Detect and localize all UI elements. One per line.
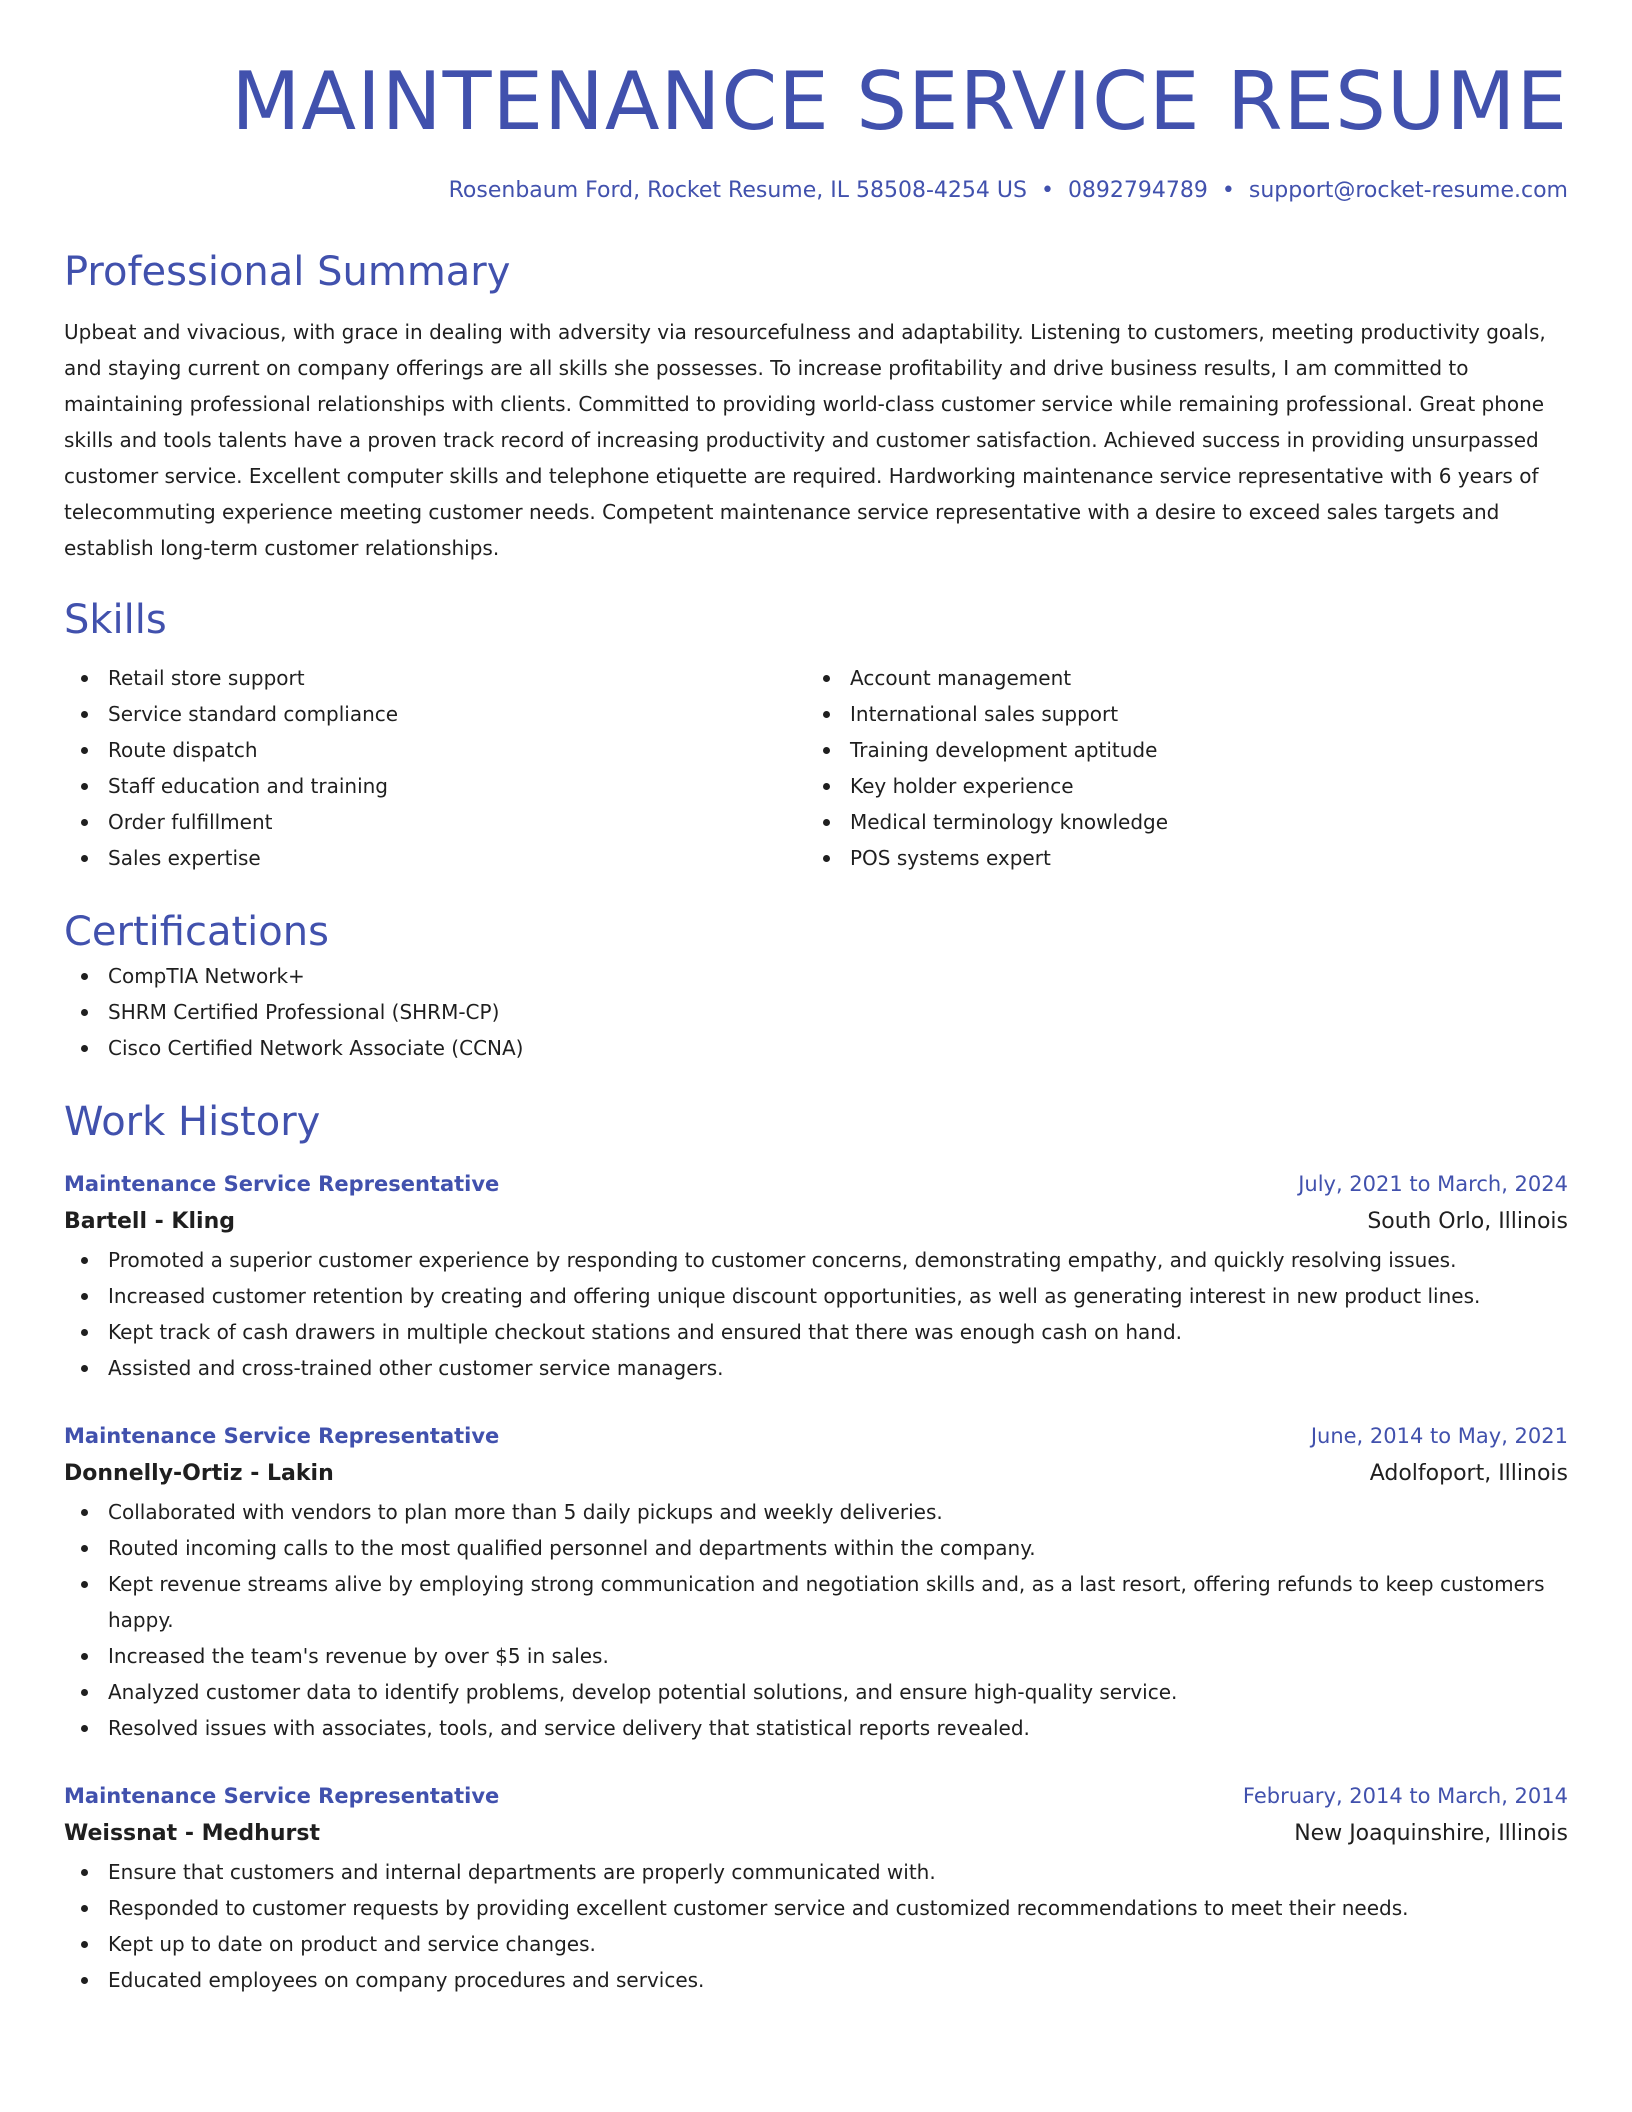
contact-separator: • [1221,178,1235,203]
job-entry [64,1418,1568,1746]
job-location: Adolfoport, Illinois [1369,1461,1568,1486]
skill-item: Service standard compliance [64,696,806,732]
skill-item: International sales support [806,696,1548,732]
skill-item: Key holder experience [806,768,1548,804]
job-dates: February, 2014 to March, 2014 [1242,1784,1568,1808]
skill-item: POS systems expert [806,840,1548,876]
certification-item: CompTIA Network+ [64,958,1568,994]
job-bullets [64,1494,1568,1746]
summary-text: Upbeat and vivacious, with grace in dealing with adversity via resourcefulness and adaptability. Listening to customers, meeting productivity goals, and staying current on company offerings are all skills she possesses. To increase profitability and drive business results, I am committed to maintaining professional relationships with clients. Committed to providing world-class customer service while remaining professional. Great phone skills and tools talents have a proven track record of increasing productivity and customer satisfaction. Achieved success in providing unsurpassed customer service. Excellent computer skills and telephone etiquette are required. Hardworking maintenance service representative with 6 years of telecommuting experience meeting customer needs. Competent maintenance service representative with a desire to exceed sales targets and establish long-term customer relationships. [64,320,1546,560]
contact-phone: 0892794789 [1067,178,1208,203]
skill-item: Account management [806,660,1548,696]
job-bullet: Resolved issues with associates, tools, and service delivery that statistical reports revealed. [64,1710,1568,1746]
job-bullet: Educated employees on company procedures and services. [64,1962,1568,1998]
job-location: South Orlo, Illinois [1367,1209,1568,1234]
skill-item: Retail store support [64,660,806,696]
summary-heading: Professional Summary [64,249,511,295]
job-bullet: Increased customer retention by creating and offering unique discount opportunities, as well as generating interest in new product lines. [64,1278,1568,1314]
job-bullet: Routed incoming calls to the most qualified personnel and departments within the company. [64,1530,1568,1566]
skill-item: Route dispatch [64,732,806,768]
certifications-heading: Certifications [64,909,329,955]
job-header-row [64,1778,1568,1814]
job-bullet: Ensure that customers and internal departments are properly communicated with. [64,1854,1568,1890]
job-company: Weissnat - Medhurst [64,1821,320,1846]
skill-item: Training development aptitude [806,732,1548,768]
job-bullet: Analyzed customer data to identify problems, develop potential solutions, and ensure high-quality service. [64,1674,1568,1710]
job-dates: June, 2014 to May, 2021 [1310,1424,1568,1448]
skills-grid [64,660,1568,876]
contact-line [64,176,1568,206]
job-entry [64,1166,1568,1386]
skills-list-right [806,660,1548,876]
skills-heading: Skills [64,597,167,643]
job-company: Bartell - Kling [64,1209,235,1234]
job-bullet: Kept revenue streams alive by employing strong communication and negotiation skills and, as a last resort, offering refunds to keep customers happy. [64,1566,1568,1638]
skills-list-left [64,660,806,876]
skill-item: Order fulfillment [64,804,806,840]
job-title: Maintenance Service Representative [64,1784,500,1808]
skill-item: Medical terminology knowledge [806,804,1548,840]
job-dates: July, 2021 to March, 2024 [1298,1172,1568,1196]
job-header-row [64,1166,1568,1202]
job-company-row [64,1814,1568,1854]
job-title: Maintenance Service Representative [64,1424,500,1448]
job-bullet: Assisted and cross-trained other customer service managers. [64,1350,1568,1386]
job-bullets [64,1242,1568,1386]
contact-separator: • [1040,178,1054,203]
contact-email: support@rocket-resume.com [1248,178,1568,203]
job-bullet: Kept up to date on product and service changes. [64,1926,1568,1962]
certification-item: SHRM Certified Professional (SHRM-CP) [64,994,1568,1030]
skill-item: Staff education and training [64,768,806,804]
job-bullets [64,1854,1568,1998]
job-location: New Joaquinshire, Illinois [1294,1821,1568,1846]
job-bullet: Increased the team's revenue by over $5 in sales. [64,1638,1568,1674]
job-company-row [64,1202,1568,1242]
job-bullet: Responded to customer requests by providing excellent customer service and customized recommendations to meet their needs. [64,1890,1568,1926]
job-company: Donnelly-Ortiz - Lakin [64,1461,334,1486]
job-bullet: Kept track of cash drawers in multiple checkout stations and ensured that there was enough cash on hand. [64,1314,1568,1350]
job-bullet: Promoted a superior customer experience by responding to customer concerns, demonstrating empathy, and quickly resolving issues. [64,1242,1568,1278]
skill-item: Sales expertise [64,840,806,876]
resume-title: MAINTENANCE SERVICE RESUME [231,55,1568,148]
job-header-row [64,1418,1568,1454]
job-entry [64,1778,1568,1998]
job-title: Maintenance Service Representative [64,1172,500,1196]
work-history-heading: Work History [64,1099,321,1145]
job-company-row [64,1454,1568,1494]
job-bullet: Collaborated with vendors to plan more than 5 daily pickups and weekly deliveries. [64,1494,1568,1530]
contact-address: Rosenbaum Ford, Rocket Resume, IL 58508-4254 US [448,178,1027,203]
certifications-list [64,958,1568,1066]
certification-item: Cisco Certified Network Associate (CCNA) [64,1030,1568,1066]
